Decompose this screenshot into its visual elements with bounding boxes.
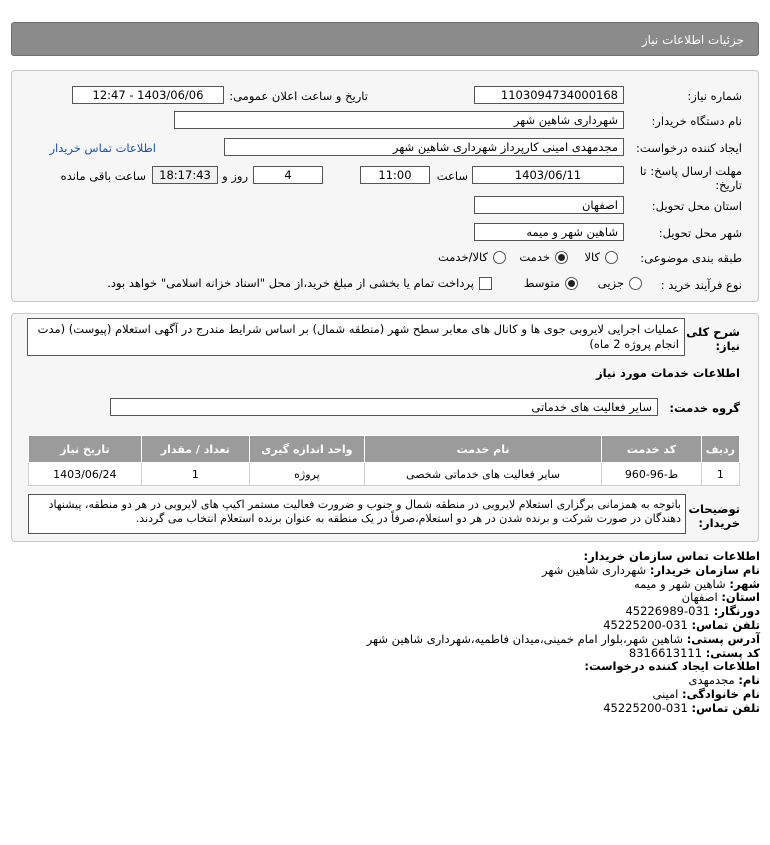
buyer-org-field[interactable]: شهرداری شاهین شهر [174,111,624,129]
fax-value: 031-45226989 [625,604,711,619]
table-row[interactable] [29,463,740,486]
creator-family-value: امینی [652,686,679,701]
deadline-label: مهلت ارسال پاسخ: تا [639,164,742,178]
col-unit: واحد اندازه گیری [249,436,364,463]
contact-city-value: شاهین شهر و میمه [634,576,726,591]
remaining-time-label: ساعت باقی مانده [60,169,146,183]
remaining-time-field: 18:17:43 [152,166,218,184]
services-table-wrap [28,435,740,486]
process-medium-radio[interactable] [565,277,578,290]
buyer-notes-label: توضیحات [688,502,740,516]
category-goods-service-radio[interactable] [493,251,506,264]
category-service-label: خدمت [519,250,550,264]
creator-name-label: نام: [738,673,760,688]
cell-date: 1403/06/24 [29,463,142,486]
category-goods-label: کالا [584,250,600,264]
creator-family-label: نام خانوادگی: [682,686,760,701]
category-goods-service-label: کالا/خدمت [437,250,488,264]
province-field[interactable]: اصفهان [474,196,624,214]
process-minor-radio[interactable] [629,277,642,290]
remaining-days-field[interactable]: 4 [253,166,323,184]
phone-value: 031-45225200 [603,617,688,632]
requester-label: ایجاد کننده درخواست: [636,141,742,155]
col-name: نام خدمت [364,436,601,463]
org-label: نام سازمان خریدار: [649,562,760,577]
treasury-note: پرداخت تمام یا بخشی از مبلغ خرید،از محل "اسناد خزانه اسلامی" خواهد بود. [107,276,474,290]
col-code: کد خدمت [602,436,702,463]
description-text: عملیات اجرایی لایروبی جوی ها و کانال های معابر سطح شهر (منطقه شمال) بر اساس شرایط مندرج در آگهی استعلام (پیوست) (مدت انجام پروژه 2 ماه) [27,318,685,356]
col-date: تاریخ نیاز [29,436,142,463]
buyer-contact-link[interactable]: اطلاعات تماس خریدار [49,141,156,155]
postal-label: کد پستی: [705,645,760,660]
description-label: شرح کلی [686,325,740,339]
services-section-title: اطلاعات خدمات مورد نیاز [596,366,740,380]
announce-datetime-label: تاریخ و ساعت اعلان عمومی: [229,89,368,103]
cell-qty: 1 [141,463,249,486]
postal-value: 8316613111 [628,645,703,660]
need-number-label: شماره نیاز: [687,89,742,103]
cell-code: ط-96-960 [602,463,702,486]
need-details-panel [11,70,759,302]
services-table [28,435,740,486]
page-header [11,22,759,56]
table-header-row [29,436,740,463]
requester-field[interactable]: مجدمهدی امینی کارپرداز شهرداری شاهین شهر [224,138,624,156]
contact-title: اطلاعات تماس سازمان خریدار: [583,549,760,563]
contact-info [20,550,760,716]
fax-label: دورنگار: [713,604,760,619]
city-label: شهر محل تحویل: [658,226,742,240]
remaining-days-label: روز و [222,169,248,183]
cell-name: سایر فعالیت های خدماتی شخصی [364,463,601,486]
col-qty: تعداد / مقدار [141,436,249,463]
contact-province-label: استان: [721,590,760,605]
process-type-label: نوع فرآیند خرید : [660,278,742,292]
creator-name-value: مجدمهدی [688,673,735,688]
deadline-date-field[interactable]: 1403/06/11 [472,166,624,184]
city-field[interactable]: شاهین شهر و میمه [474,223,624,241]
deadline-date-label: تاریخ: [715,178,742,192]
deadline-time-field[interactable]: 11:00 [360,166,430,184]
province-label: استان محل تحویل: [651,199,742,213]
category-goods-radio[interactable] [605,251,618,264]
buyer-org-label: نام دستگاه خریدار: [651,114,742,128]
creator-phone-value: 031-45225200 [603,700,688,715]
service-group-label: گروه خدمت: [669,401,740,415]
phone-label: تلفن تماس: [691,617,760,632]
buyer-notes-text: باتوجه به همزمانی برگزاری استعلام لایروبی در منطقه شمال و جنوب و ضرورت فعالیت مستمر اکیپ های لایروبی در هر دو منطقه، پیشنهاد دهندگان در صورت شرکت و برنده شدن در هر دو استعلام،صرفاً در یک منطقه به عنوان برنده استعلام انتخاب می گردند. [28,494,686,534]
need-number-field[interactable]: 1103094734000168 [474,86,624,104]
category-service-radio[interactable] [555,251,568,264]
process-medium-label: متوسط [523,276,560,290]
col-row: ردیف [701,436,739,463]
service-group-field[interactable]: سایر فعالیت های خدماتی [110,398,658,416]
deadline-time-label: ساعت [436,169,468,183]
contact-city-label: شهر: [729,576,760,591]
buyer-notes-label-line2: خریدار: [698,516,740,530]
process-minor-label: جزیی [597,276,624,290]
org-value: شهرداری شاهین شهر [542,562,647,577]
description-label-line2: نیاز: [715,339,740,353]
contact-province-value: اصفهان [681,590,718,605]
category-label: طبقه بندی موضوعی: [640,251,742,265]
treasury-checkbox[interactable] [479,277,492,290]
address-value: شاهین شهر،بلوار امام خمینی،میدان فاطمیه،شهرداری شاهین شهر [366,631,684,646]
cell-unit: پروژه [249,463,364,486]
announce-datetime-field[interactable]: 1403/06/06 - 12:47 [72,86,224,104]
cell-row: 1 [701,463,739,486]
address-label: آدرس پستی: [686,631,760,646]
page-title: جزئیات اطلاعات نیاز [641,33,744,47]
creator-phone-label: تلفن تماس: [691,700,760,715]
creator-title: اطلاعات ایجاد کننده درخواست: [584,659,760,674]
